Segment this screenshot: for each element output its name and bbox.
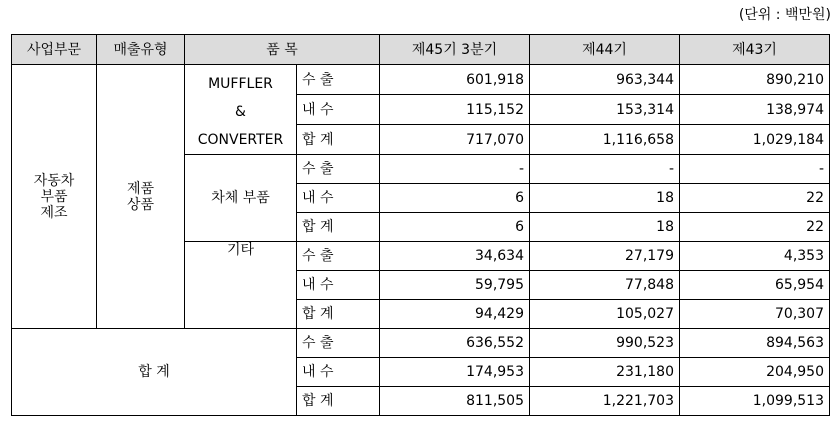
- sales-type-line: 제품: [126, 180, 155, 197]
- value-p45: 601,918: [380, 65, 530, 95]
- sub-label: 수 출: [297, 329, 380, 358]
- item-muffler-converter: [185, 65, 297, 155]
- sales-type-line: 상품: [126, 196, 155, 213]
- sub-label: 합 계: [297, 213, 380, 242]
- revenue-table: [11, 34, 830, 416]
- value-p44: 231,180: [530, 358, 680, 387]
- value-p43: 70,307: [680, 300, 830, 329]
- value-p43: 890,210: [680, 65, 830, 95]
- header-segment: 사업부문: [12, 35, 97, 65]
- value-p43: 1,029,184: [680, 125, 830, 155]
- grand-total-label: 합 계: [12, 329, 297, 416]
- value-p44: 1,221,703: [530, 387, 680, 416]
- value-p45: 636,552: [380, 329, 530, 358]
- value-p43: 22: [680, 184, 830, 213]
- item-body-parts: 차체 부품: [185, 155, 297, 242]
- value-p45: 717,070: [380, 125, 530, 155]
- value-p43: 1,099,513: [680, 387, 830, 416]
- value-p44: 18: [530, 213, 680, 242]
- value-p44: 27,179: [530, 242, 680, 271]
- item-other: 기타: [185, 242, 297, 329]
- value-p43: 22: [680, 213, 830, 242]
- sales-type-cell: [97, 65, 185, 329]
- segment-line: 제조: [40, 204, 68, 221]
- value-p44: 990,523: [530, 329, 680, 358]
- value-p44: 77,848: [530, 271, 680, 300]
- header-sales-type: 매출유형: [97, 35, 185, 65]
- item-line: MUFFLER: [208, 76, 273, 92]
- segment-line: 부품: [40, 188, 68, 205]
- header-row: [12, 35, 830, 65]
- sub-label: 수 출: [297, 65, 380, 95]
- value-p45: 115,152: [380, 95, 530, 125]
- sub-label: 수 출: [297, 242, 380, 271]
- header-period-43: 제43기: [680, 35, 830, 65]
- segment-cell: [12, 65, 97, 329]
- value-p45: 59,795: [380, 271, 530, 300]
- header-item: 품 목: [185, 35, 380, 65]
- sub-label: 합 계: [297, 125, 380, 155]
- segment-line: 자동차: [33, 172, 75, 189]
- value-p43: 65,954: [680, 271, 830, 300]
- value-p43: -: [680, 155, 830, 184]
- value-p44: 153,314: [530, 95, 680, 125]
- value-p43: 204,950: [680, 358, 830, 387]
- value-p45: 6: [380, 184, 530, 213]
- item-line: CONVERTER: [197, 132, 284, 148]
- table-row: [12, 65, 830, 95]
- sub-label: 내 수: [297, 95, 380, 125]
- sub-label: 합 계: [297, 300, 380, 329]
- item-line: &: [235, 104, 246, 120]
- value-p45: 34,634: [380, 242, 530, 271]
- unit-note: (단위 : 백만원): [738, 7, 831, 23]
- value-p45: 174,953: [380, 358, 530, 387]
- sub-label: 내 수: [297, 271, 380, 300]
- value-p43: 894,563: [680, 329, 830, 358]
- value-p44: 18: [530, 184, 680, 213]
- value-p44: 963,344: [530, 65, 680, 95]
- value-p44: 105,027: [530, 300, 680, 329]
- value-p45: 6: [380, 213, 530, 242]
- sub-label: 수 출: [297, 155, 380, 184]
- sub-label: 내 수: [297, 358, 380, 387]
- header-period-45: 제45기 3분기: [380, 35, 530, 65]
- sub-label: 합 계: [297, 387, 380, 416]
- value-p45: 94,429: [380, 300, 530, 329]
- value-p44: -: [530, 155, 680, 184]
- value-p45: 811,505: [380, 387, 530, 416]
- value-p43: 4,353: [680, 242, 830, 271]
- value-p44: 1,116,658: [530, 125, 680, 155]
- header-period-44: 제44기: [530, 35, 680, 65]
- value-p45: -: [380, 155, 530, 184]
- table-row: [12, 329, 830, 358]
- value-p43: 138,974: [680, 95, 830, 125]
- sub-label: 내 수: [297, 184, 380, 213]
